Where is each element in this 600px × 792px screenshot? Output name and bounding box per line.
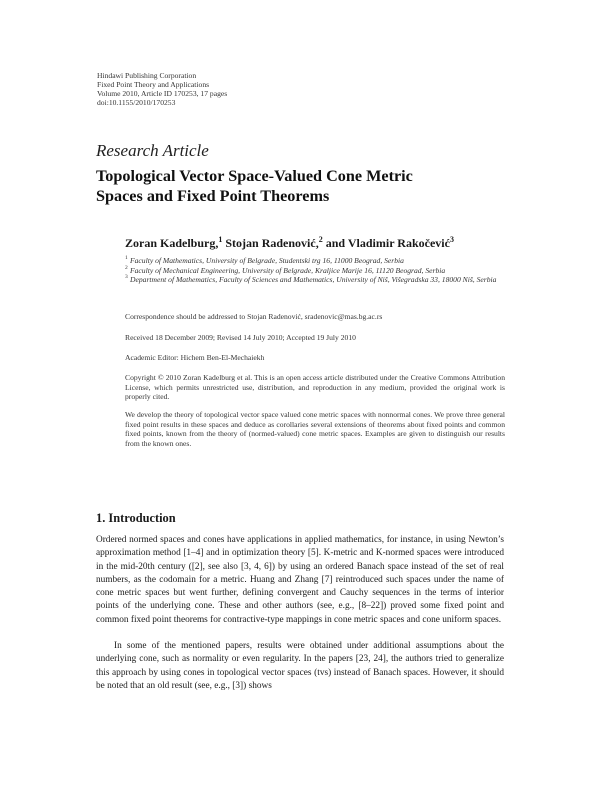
section-heading: 1. Introduction [96,511,176,525]
body-paragraph: In some of the mentioned papers, results were obtained under additional assumptions about the underlying cone, such as normality or even regularity. In the papers [23, 24], the authors tried to generalize this approach by using cones in topological vector spaces (tvs) instead of Banach spaces. However, it should be noted that an old result (see, e.g., [3]) shows [96,641,504,691]
affiliation-item [125,256,505,266]
author-list [125,235,454,251]
affiliation-text: Faculty of Mechanical Engineering, University of Belgrade, Kraljice Marije 16, 11120 Beograd, Serbia [130,265,446,275]
affiliation-mark: 3 [125,274,128,281]
body-paragraph: Ordered normed spaces and cones have applications in applied mathematics, for instance, in using Newton’s approximation method [1–4] and in optimization theory [5]. K-metric and K-normed spaces were introduced in the mid-20th century ([2], see also [3, 4, 6]) by using an ordered Banach space instead of the set of real numbers, as the codomain for a metric. Huang and Zhang [7] reintroduced such spaces under the name of cone metric spaces but went further, defining convergent and Cauchy sequences in the terms of interior points of the underlying cone. These and other authors (see, e.g., [8–22]) proved some fixed point and common fixed point theorems for contractive-type mappings in cone metric spaces and cone uniform spaces. [96,535,504,625]
affiliation-item [125,275,505,285]
correspondence: Correspondence should be addressed to Stojan Radenović, sradenovic@mas.bg.ac.rs [125,312,383,321]
article-type: Research Article [96,141,209,160]
author-conjunction: and [325,236,346,250]
affiliation-item [125,266,505,276]
affiliation-text: Faculty of Mathematics, University of Belgrade, Studentski trg 16, 11000 Beograd, Serbia [130,256,404,265]
author-name: Stojan Radenović, [225,236,319,250]
author-affil-mark: 1 [218,235,223,244]
author-affil-mark: 3 [449,235,454,244]
affiliation-mark: 2 [125,264,128,271]
copyright-notice: Copyright © 2010 Zoran Kadelburg et al. This is an open access article distributed under the Creative Commons Attribution License, which permits unrestricted use, distribution, and reproduction in any medium, provided the original work is properly cited. [125,373,505,402]
received-dates: Received 18 December 2009; Revised 14 July 2010; Accepted 19 July 2010 [125,333,356,342]
academic-editor: Academic Editor: Hichem Ben-El-Mechaiekh [125,353,265,362]
volume-line: Volume 2010, Article ID 170253, 17 pages [97,89,228,98]
title-line-1: Topological Vector Space-Valued Cone Metric [96,167,413,185]
doi-line: doi:10.1155/2010/170253 [97,98,176,107]
title-line-2: Spaces and Fixed Point Theorems [96,187,330,205]
paper-title [96,166,413,206]
author-name: Vladimir Rakočević [347,236,450,250]
abstract: We develop the theory of topological vector space valued cone metric spaces with nonnormal cones. We prove three general fixed point results in these spaces and deduce as corollaries several extensions of theorems about fixed points and common fixed points, known from the theory of (normed-valued) cone metric spaces. Examples are given to distinguish our results from the known ones. [125,410,505,448]
affiliation-mark: 1 [125,255,128,261]
author-affil-mark: 2 [318,235,323,244]
journal-header [97,71,227,107]
affiliation-text: Department of Mathematics, Faculty of Sciences and Mathematics, University of Niš, Višegradska 33, 18000 Niš, Serbia [130,275,497,285]
publisher-line: Hindawi Publishing Corporation [97,71,197,80]
author-name: Zoran Kadelburg, [125,236,219,250]
journal-name: Fixed Point Theory and Applications [97,80,210,89]
affiliations [125,256,505,285]
